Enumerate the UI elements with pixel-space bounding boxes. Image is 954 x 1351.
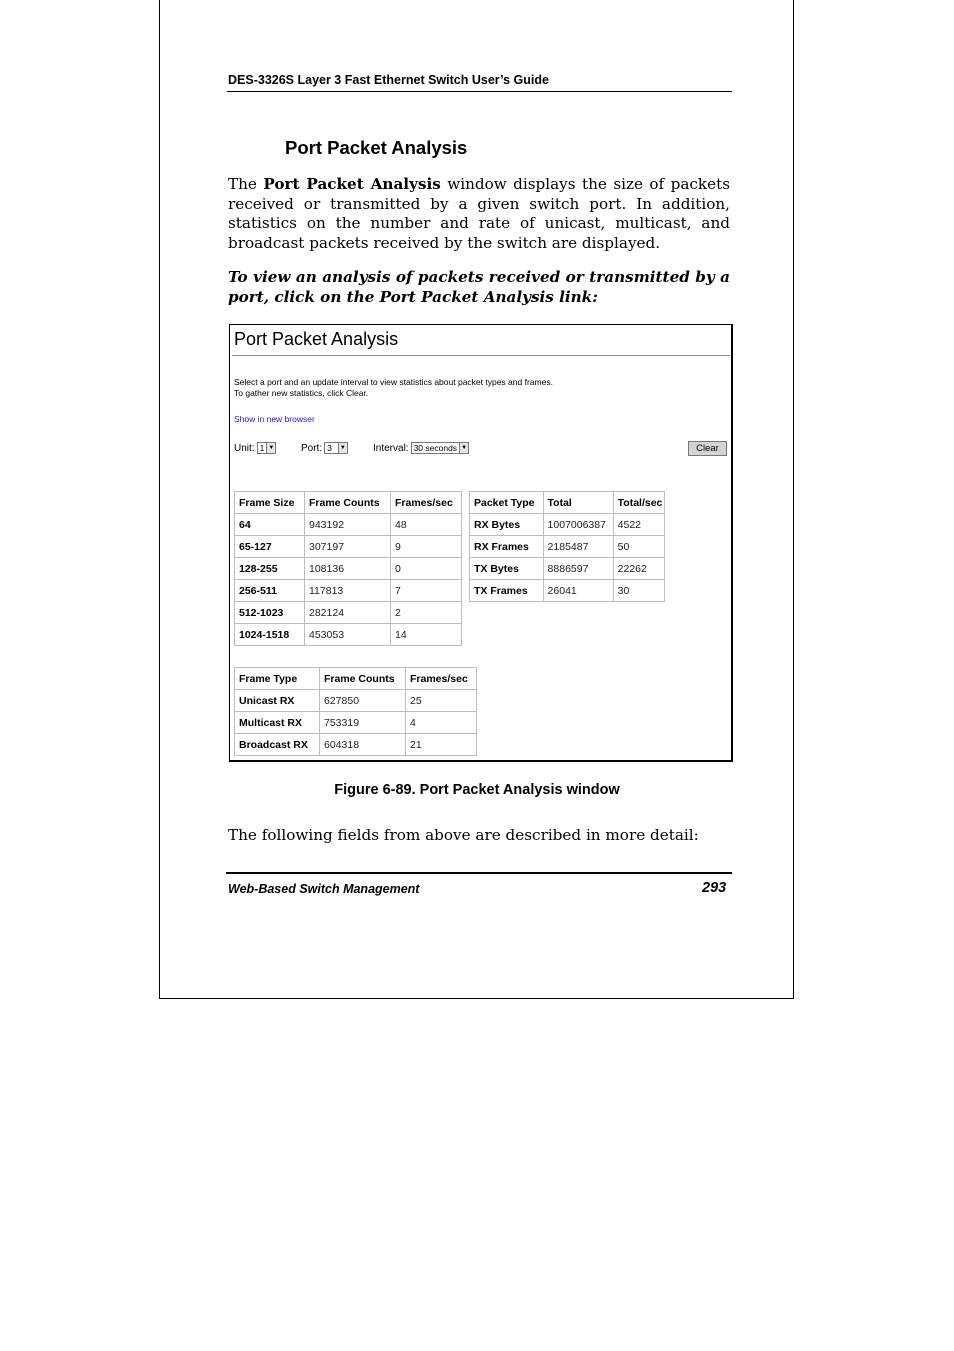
screenshot-window (229, 324, 733, 762)
port-label: Port: (301, 442, 323, 454)
total-cell: 8886597 (543, 558, 613, 580)
table-header-row (470, 492, 665, 514)
window-description (234, 377, 553, 399)
port-control (301, 442, 348, 454)
frames-per-sec-cell: 14 (391, 624, 462, 646)
column-header: Frame Counts (320, 668, 406, 690)
column-header: Frames/sec (406, 668, 477, 690)
frames-per-sec-cell: 0 (391, 558, 462, 580)
unit-select[interactable] (257, 442, 277, 454)
frames-per-sec-cell: 48 (391, 514, 462, 536)
total-cell: 2185487 (543, 536, 613, 558)
table-row (235, 514, 462, 536)
frame-type-table (234, 667, 477, 756)
frame-count-cell: 604318 (320, 734, 406, 756)
header-rule (227, 91, 732, 92)
table-row (235, 624, 462, 646)
table-row (235, 580, 462, 602)
total-cell: 26041 (543, 580, 613, 602)
table-row (235, 558, 462, 580)
column-header: Frames/sec (391, 492, 462, 514)
total-per-sec-cell: 50 (613, 536, 664, 558)
interval-control (373, 442, 469, 454)
frame-count-cell: 108136 (305, 558, 391, 580)
frames-per-sec-cell: 21 (406, 734, 477, 756)
unit-label: Unit: (234, 442, 255, 454)
frame-count-cell: 627850 (320, 690, 406, 712)
table-row (235, 536, 462, 558)
packet-type-cell: RX Frames (470, 536, 544, 558)
interval-label: Interval: (373, 442, 409, 454)
frame-count-cell: 307197 (305, 536, 391, 558)
frame-count-cell: 453053 (305, 624, 391, 646)
intro-rest: window displays the size of packets received or transmitted by a given switch port. In addition, statistics on the number and rate of unicast, multicast, and broadcast packets received by the switch are displayed. (228, 175, 730, 252)
unit-control (234, 442, 276, 454)
total-per-sec-cell: 22262 (613, 558, 664, 580)
table-row (470, 558, 665, 580)
footer-section-title: Web-Based Switch Management (228, 882, 420, 896)
unit-select-value: 1 (259, 443, 265, 453)
description-line-1: Select a port and an update interval to view statistics about packet types and frames. (234, 377, 553, 387)
clear-button[interactable]: Clear (688, 441, 727, 456)
frame-size-cell: 64 (235, 514, 305, 536)
window-title: Port Packet Analysis (234, 329, 399, 349)
interval-select-value: 30 seconds (413, 443, 458, 453)
table-row (235, 734, 477, 756)
packet-type-cell: RX Bytes (470, 514, 544, 536)
frame-size-table (234, 491, 462, 646)
guide-title: DES-3326S Layer 3 Fast Ethernet Switch User’s Guide (228, 73, 549, 87)
frame-size-cell: 1024-1518 (235, 624, 305, 646)
follow-paragraph: The following fields from above are described in more detail: (228, 826, 699, 844)
column-header: Frame Size (235, 492, 305, 514)
packet-type-table-clip (469, 491, 665, 603)
intro-paragraph (228, 175, 730, 253)
frame-type-cell: Broadcast RX (235, 734, 320, 756)
chevron-down-icon: ▼ (338, 443, 347, 453)
table-header-row (235, 668, 477, 690)
table-row (470, 580, 665, 602)
packet-type-table (469, 491, 665, 602)
table-row (235, 690, 477, 712)
frame-size-cell: 128-255 (235, 558, 305, 580)
show-in-new-browser-link[interactable]: Show in new browser (234, 414, 315, 424)
frames-per-sec-cell: 2 (391, 602, 462, 624)
page-number: 293 (702, 880, 727, 896)
window-title-rule (232, 355, 730, 356)
frame-count-cell: 943192 (305, 514, 391, 536)
packet-type-cell: TX Frames (470, 580, 544, 602)
instruction-paragraph: To view an analysis of packets received or transmitted by a port, click on the Port Packet Analysis link: (228, 268, 730, 306)
column-header: Frame Counts (305, 492, 391, 514)
frames-per-sec-cell: 7 (391, 580, 462, 602)
frame-type-cell: Multicast RX (235, 712, 320, 734)
frames-per-sec-cell: 9 (391, 536, 462, 558)
table-row (470, 536, 665, 558)
frame-count-cell: 117813 (305, 580, 391, 602)
frames-per-sec-cell: 25 (406, 690, 477, 712)
total-per-sec-cell: 30 (613, 580, 664, 602)
frame-count-cell: 282124 (305, 602, 391, 624)
packet-type-cell: TX Bytes (470, 558, 544, 580)
total-per-sec-cell: 4522 (613, 514, 664, 536)
frame-type-cell: Unicast RX (235, 690, 320, 712)
column-header: Packet Type (470, 492, 544, 514)
port-select-value: 3 (327, 443, 332, 453)
column-header: Frame Type (235, 668, 320, 690)
frame-size-cell: 512-1023 (235, 602, 305, 624)
frame-size-cell: 256-511 (235, 580, 305, 602)
table-row (235, 602, 462, 624)
intro-lead: The (228, 175, 264, 193)
footer-rule (226, 872, 732, 874)
description-line-2: To gather new statistics, click Clear. (234, 388, 369, 398)
intro-bold: Port Packet Analysis (263, 175, 441, 193)
port-select[interactable] (324, 442, 348, 454)
section-heading: Port Packet Analysis (285, 137, 468, 158)
table-row (235, 712, 477, 734)
table-header-row (235, 492, 462, 514)
chevron-down-icon: ▼ (459, 443, 468, 453)
column-header: Total/sec (613, 492, 664, 514)
column-header: Total (543, 492, 613, 514)
interval-select[interactable] (411, 442, 469, 454)
figure-caption: Figure 6-89. Port Packet Analysis window (334, 782, 620, 798)
frame-count-cell: 753319 (320, 712, 406, 734)
total-cell: 1007006387 (543, 514, 613, 536)
chevron-down-icon: ▼ (266, 443, 275, 453)
frame-size-cell: 65-127 (235, 536, 305, 558)
frames-per-sec-cell: 4 (406, 712, 477, 734)
table-row (470, 514, 665, 536)
